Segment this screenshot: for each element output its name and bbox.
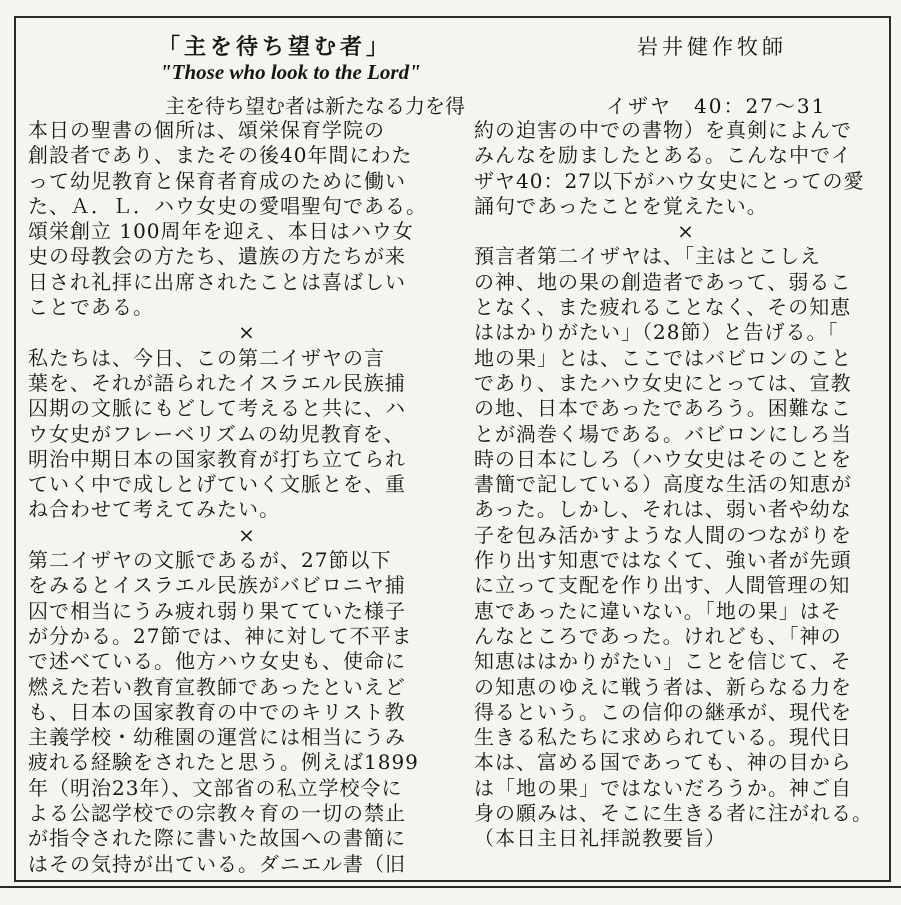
text-line: も、日本の国家教育の中でのキリスト教 [28, 699, 406, 724]
text-line: が分かる。27節では、神に対して不平ま [28, 623, 413, 648]
text-line: をみるとイスラエル民族がバビロニヤ捕 [28, 573, 406, 598]
text-line: 得るという。この信仰の継承が、現代を [474, 699, 852, 724]
text-line: 疲れる経験をされたと思う。例えば1899 [28, 750, 419, 775]
text-line: あった。しかし、それは、弱い者や幼な [474, 497, 852, 522]
text-line: 生きる私たちに求められている。現代日 [474, 725, 852, 750]
text-line: 第二イザヤの文脈であるが、27節以下 [28, 548, 392, 573]
text-line: の神、地の果の創造者であって、弱るこ [474, 269, 852, 294]
text-line: （本日主日礼拝説教要旨） [474, 826, 726, 851]
scripture-reference: イザヤ 40：27〜31 [606, 94, 827, 118]
text-line: ていく中で成しとげていく文脈とを、重 [28, 472, 406, 497]
text-line: ははかりがたい」（28節）と告げる。「 [474, 320, 839, 345]
text-line: 身の願みは、そこに生きる者に注がれる。 [474, 801, 873, 826]
text-line: みんなを励ましたとある。こんな中でイ [474, 143, 852, 168]
text-line: 創設者であり、またその後40年間にわた [28, 143, 413, 168]
text-line: 日され礼拝に出席されたことは喜ばしい [28, 269, 406, 294]
article-header [0, 0, 901, 120]
text-line: ザヤ40：27以下がハウ女史にとっての愛 [474, 168, 865, 193]
text-line: 作り出す知恵ではなくて、強い者が先頭 [474, 548, 852, 573]
text-line: となく、また疲れることなく、その知恵 [474, 295, 852, 320]
text-line: 頌栄創立 100周年を迎え、本日はハウ女 [28, 219, 414, 244]
text-line: 主義学校・幼稚園の運営には相当にうみ [28, 725, 406, 750]
text-line: 恵であったに違いない。「地の果」はそ [474, 598, 842, 623]
text-line: 燃えた若い教育宣教師であったといえど [28, 674, 406, 699]
text-line: ね合わせて考えてみたい。 [28, 497, 280, 522]
text-line: た、Ａ．Ｌ．ハウ女史の愛唱聖句である。 [28, 193, 427, 218]
text-line: 年（明治23年）、文部省の私立学校令に [28, 775, 403, 800]
text-line: 地の果」とは、ここではバビロンのこと [474, 345, 852, 370]
text-line: とが渦巻く場である。バビロンにしろ当 [474, 421, 852, 446]
text-line: 子を包み活かすような人間のつながりを [474, 522, 852, 547]
text-line: 囚期の文脈にもどして考えると共に、ハ [28, 396, 406, 421]
author-name: 岩井健作牧師 [637, 35, 787, 59]
sermon-title-english: "Those who look to the Lord" [160, 60, 421, 84]
text-line: はその気持が出ている。ダニエル書（旧 [28, 851, 406, 876]
right-text-column [474, 118, 886, 852]
section-separator: × [677, 219, 695, 244]
left-text-column [28, 118, 454, 877]
text-line: 囚で相当にうみ疲れ弱り果てていた様子 [28, 598, 406, 623]
text-line: よる公認学校での宗教々育の一切の禁止 [28, 801, 406, 826]
text-line: 約の迫害の中での書物）を真剣によんで [474, 118, 852, 142]
text-line: って幼児教育と保育者育成のために働い [28, 168, 406, 193]
text-line: 知恵ははかりがたい」ことを信じて、そ [474, 649, 852, 674]
bottom-divider [0, 886, 901, 888]
sermon-title: 「主を待ち望む者」 [158, 34, 393, 60]
text-line: ことである。 [28, 295, 154, 320]
text-line: の地、日本であったであろう。困難なこ [474, 396, 852, 421]
text-line: んなところであった。けれども、「神の [474, 623, 842, 648]
text-line: 史の母教会の方たち、遺族の方たちが来 [28, 244, 406, 269]
text-line: 本日の聖書の個所は、頌栄保育学院の [28, 118, 385, 142]
text-line: の知恵のゆえに戦う者は、新らなる力を [474, 674, 852, 699]
text-line: 葉を、それが語られたイスラエル民族捕 [28, 370, 406, 395]
text-line: 本は、富める国であっても、神の目から [474, 750, 852, 775]
text-line: に立って支配を作り出す、人間管理の知 [474, 573, 851, 598]
text-line: 誦句であったことを覚えたい。 [474, 193, 768, 218]
text-line: 明治中期日本の国家教育が打ち立てられ [28, 446, 406, 471]
text-line: は「地の果」ではないだろうか。神ご自 [474, 775, 852, 800]
section-separator: × [238, 522, 256, 547]
text-line: ウ女史がフレーベリズムの幼児教育を、 [28, 421, 405, 446]
text-line: で述べている。他方ハウ女史も、使命に [28, 649, 406, 674]
text-line: 私たちは、今日、この第二イザヤの言 [28, 345, 385, 370]
text-line: が指令された際に書いた故国への書簡に [28, 826, 406, 851]
text-line: 書簡で記している）高度な生活の知恵が [474, 472, 852, 497]
key-verse: 主を待ち望む者は新たなる力を得 [165, 94, 465, 118]
text-line: 時の日本にしろ（ハウ女史はそのことを [474, 446, 852, 471]
section-separator: × [238, 320, 256, 345]
text-line: 預言者第二イザヤは、「主はとこしえ [474, 244, 821, 269]
text-line: であり、またハウ女史にとっては、宣教 [474, 370, 852, 395]
